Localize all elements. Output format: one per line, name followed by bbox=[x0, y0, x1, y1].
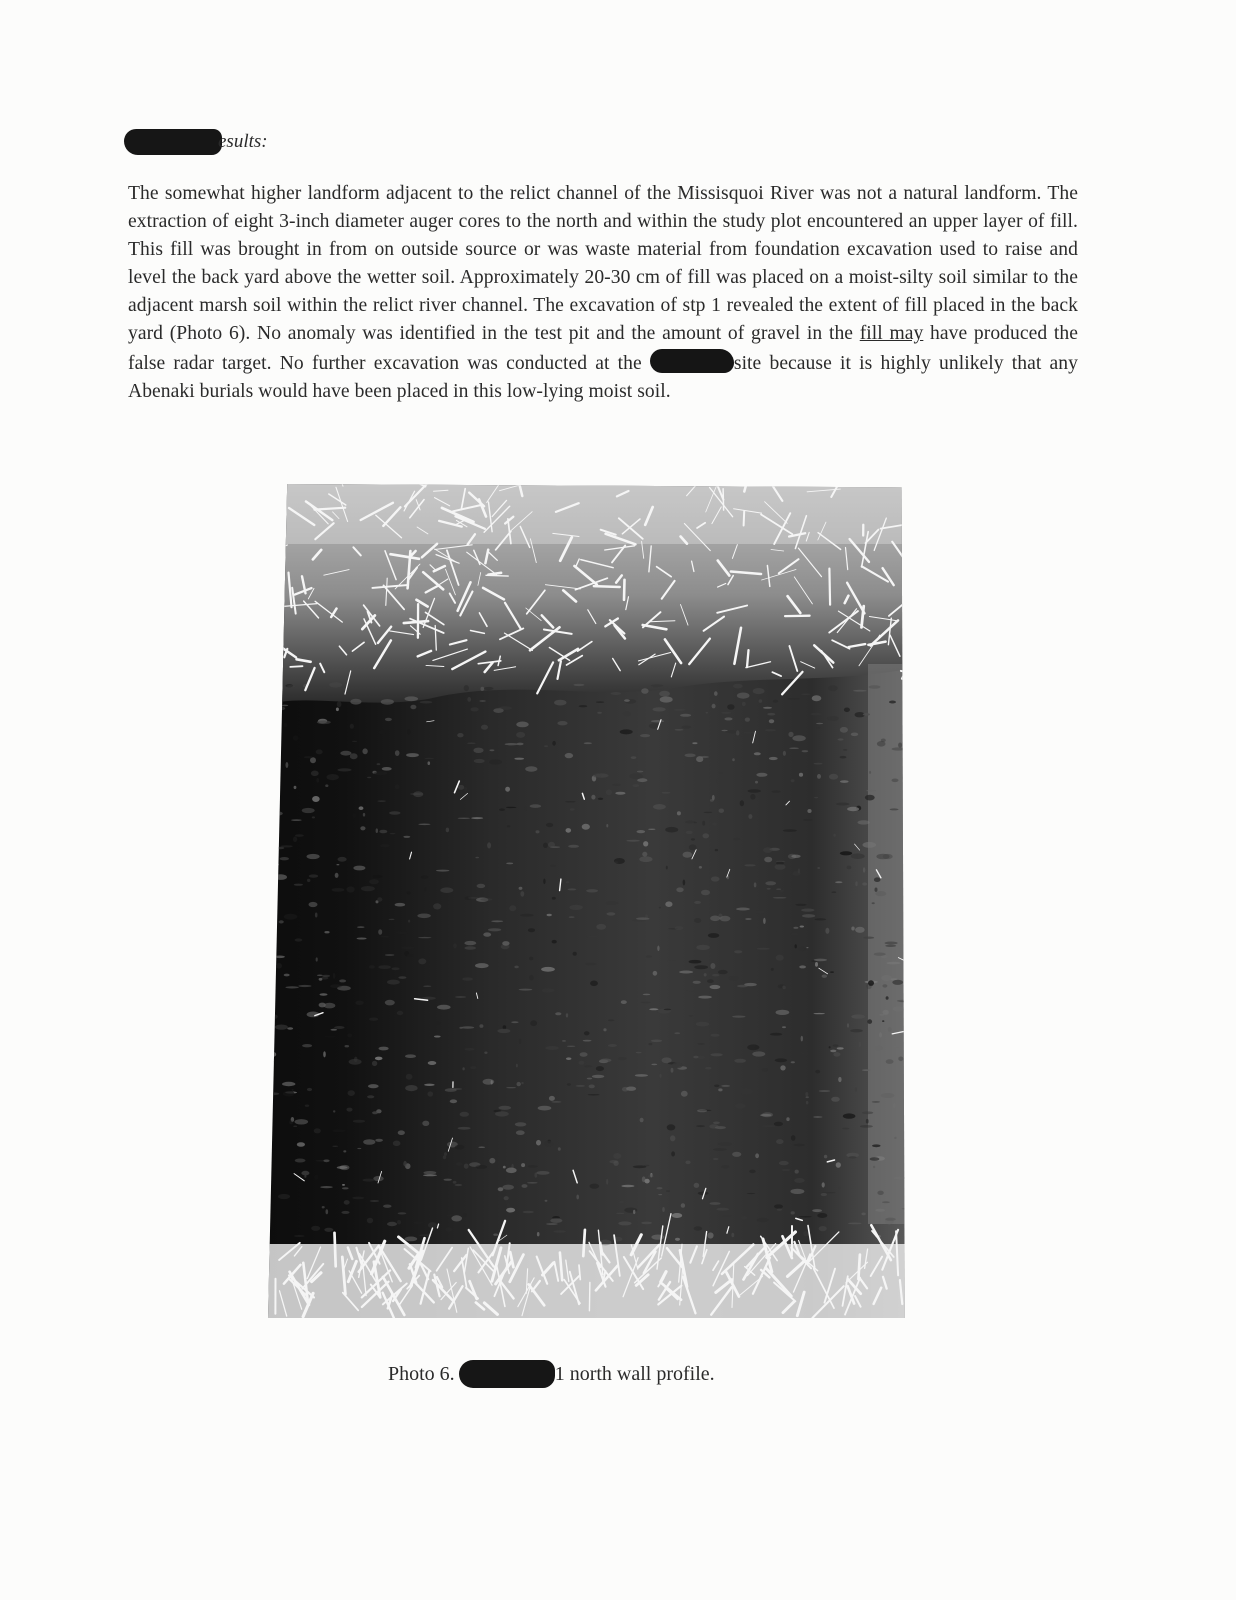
photo-caption bbox=[388, 1360, 715, 1388]
heading-text: esults: bbox=[218, 131, 268, 152]
redaction-mark bbox=[650, 349, 734, 373]
paragraph-part-1: The somewhat higher landform adjacent to the relict channel of the Missisquoi River was not a natural landform. The extraction of eight 3-inch diameter auger cores to the north and within the study plot encountered an upper layer of fill. This fill was brought in from on outside source or was waste material from foundation excavation used to raise and level the back yard above the wetter soil. Approximately 20-30 cm of fill was placed on a moist-silty soil similar to the adjacent marsh soil within the relict river channel. The excavation of stp 1 revealed the extent of fill placed in the back yard (Photo 6). No anomaly was identified in the test pit and the amount of gravel in the bbox=[128, 183, 1078, 345]
caption-label: Photo 6. bbox=[388, 1363, 455, 1385]
soil-profile-photo bbox=[268, 484, 908, 1318]
redaction-mark bbox=[124, 129, 222, 155]
paragraph-text bbox=[128, 180, 1078, 406]
paragraph-part-3: site because it is highly unlikely that any Abenaki burials would have been placed in this low-lying moist soil. bbox=[128, 352, 1078, 402]
section-heading bbox=[124, 128, 268, 156]
paragraph-part-2: have produced the false radar target. No further excavation was conducted at the bbox=[128, 323, 1078, 374]
underlined-phrase: fill may bbox=[859, 323, 924, 345]
caption-text: 1 north wall profile. bbox=[554, 1363, 715, 1385]
results-paragraph bbox=[128, 180, 1078, 406]
photo-image bbox=[268, 484, 908, 1318]
redaction-mark bbox=[459, 1360, 555, 1388]
top-vegetation bbox=[268, 484, 908, 544]
